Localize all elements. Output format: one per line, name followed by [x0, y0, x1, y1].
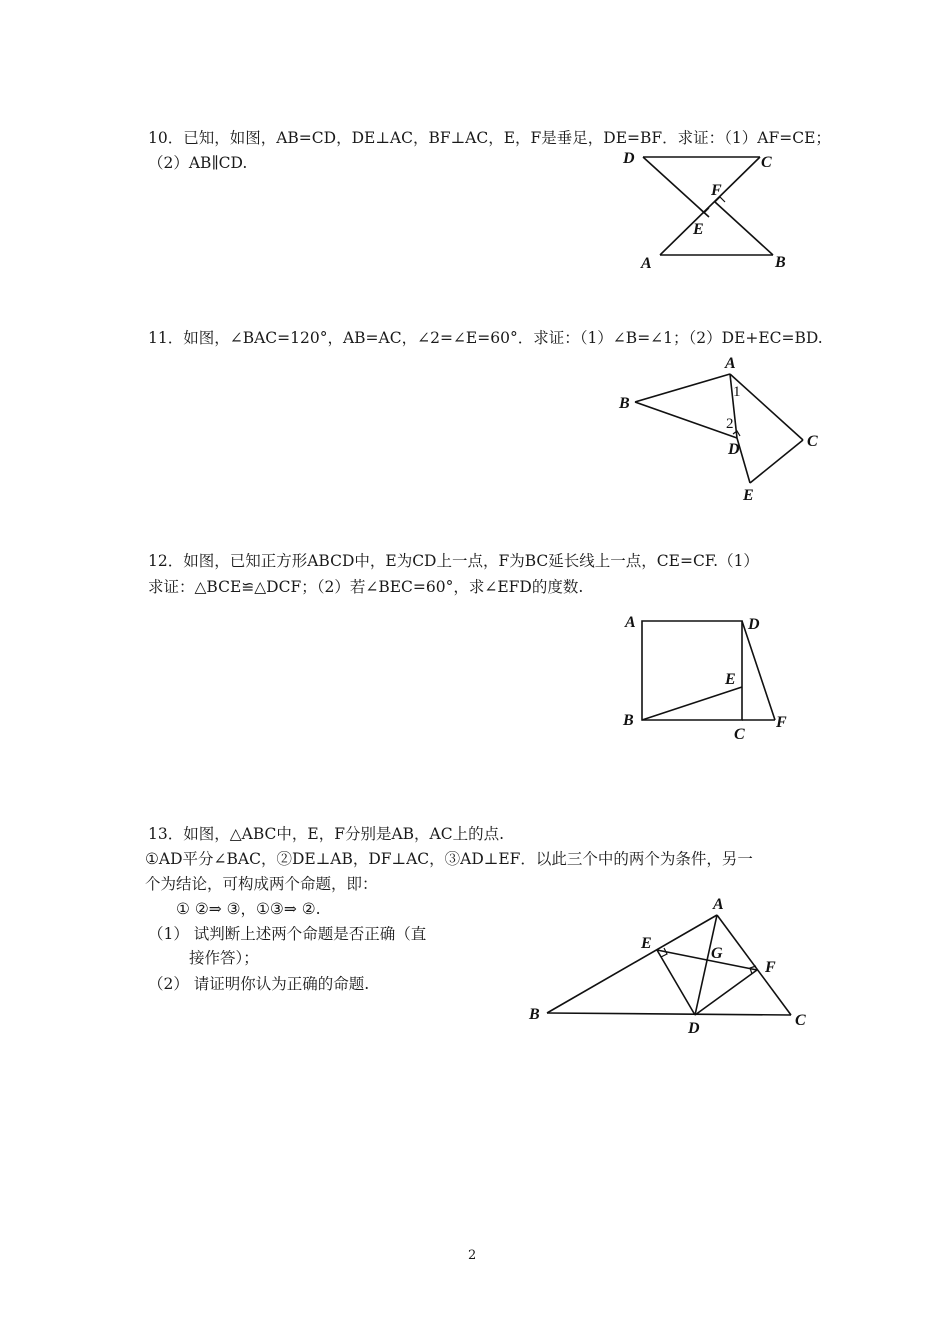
problem-12-line-2: 求证：△BCE≌△DCF；（2）若∠BEC=60°，求∠EFD的度数.: [148, 578, 584, 596]
label-B: B: [619, 395, 630, 412]
problem-13-question-1-line-1: （1） 试判断上述两个命题是否正确（直: [148, 925, 427, 943]
problem-13-question-2: （2） 请证明你认为正确的命题.: [148, 975, 370, 993]
label-C: C: [734, 726, 745, 743]
label-E: E: [693, 221, 704, 238]
label-F: F: [711, 182, 722, 199]
label-B: B: [529, 1006, 540, 1023]
figure-problem-11: [615, 350, 830, 510]
label-angle-2: 2: [726, 416, 734, 432]
page-number: 2: [468, 1248, 477, 1263]
label-E: E: [743, 487, 754, 504]
figure-problem-13: [525, 895, 820, 1045]
label-A: A: [625, 614, 636, 631]
label-E: E: [641, 935, 652, 952]
figure-problem-12: [615, 605, 800, 745]
figure-problem-10: [615, 145, 800, 275]
label-E: E: [725, 671, 736, 688]
problem-13-line-1: 13．如图，△ABC中，E，F分别是AB，AC上的点.: [148, 825, 505, 843]
label-C: C: [807, 433, 818, 450]
problem-10-line-2: （2）AB∥CD.: [148, 154, 248, 172]
problem-10-line-1: 10．已知，如图，AB=CD，DE⊥AC，BF⊥AC，E，F是垂足，DE=BF．求证：（1）AF=CE；: [148, 129, 831, 147]
problem-12-line-1: 12．如图，已知正方形ABCD中，E为CD上一点，F为BC延长线上一点，CE=CF.（1）: [148, 552, 759, 570]
problem-11-line-1: 11．如图，∠BAC=120°，AB=AC，∠2=∠E=60°．求证：（1）∠B=∠1；（2）DE+EC=BD.: [148, 329, 823, 347]
label-F: F: [765, 959, 776, 976]
label-G: G: [711, 945, 723, 962]
label-B: B: [775, 254, 786, 271]
label-D: D: [688, 1020, 700, 1037]
problem-13-line-4: ① ②⇒ ③，①③⇒ ②.: [176, 900, 321, 918]
problem-13-question-1-line-2: 接作答）；: [189, 949, 259, 967]
label-angle-1: 1: [733, 384, 741, 400]
problem-13-line-3: 个为结论，可构成两个命题，即：: [145, 875, 378, 893]
label-A: A: [725, 355, 736, 372]
label-F: F: [776, 714, 787, 731]
label-A: A: [713, 896, 724, 913]
label-A: A: [641, 255, 652, 272]
label-B: B: [623, 712, 634, 729]
label-D: D: [748, 616, 760, 633]
label-D: D: [623, 150, 635, 167]
label-D: D: [728, 441, 740, 458]
label-C: C: [795, 1012, 806, 1029]
problem-13-line-2: ①AD平分∠BAC，②DE⊥AB，DF⊥AC，③AD⊥EF．以此三个中的两个为条件，另一: [145, 850, 753, 868]
label-C: C: [761, 154, 772, 171]
